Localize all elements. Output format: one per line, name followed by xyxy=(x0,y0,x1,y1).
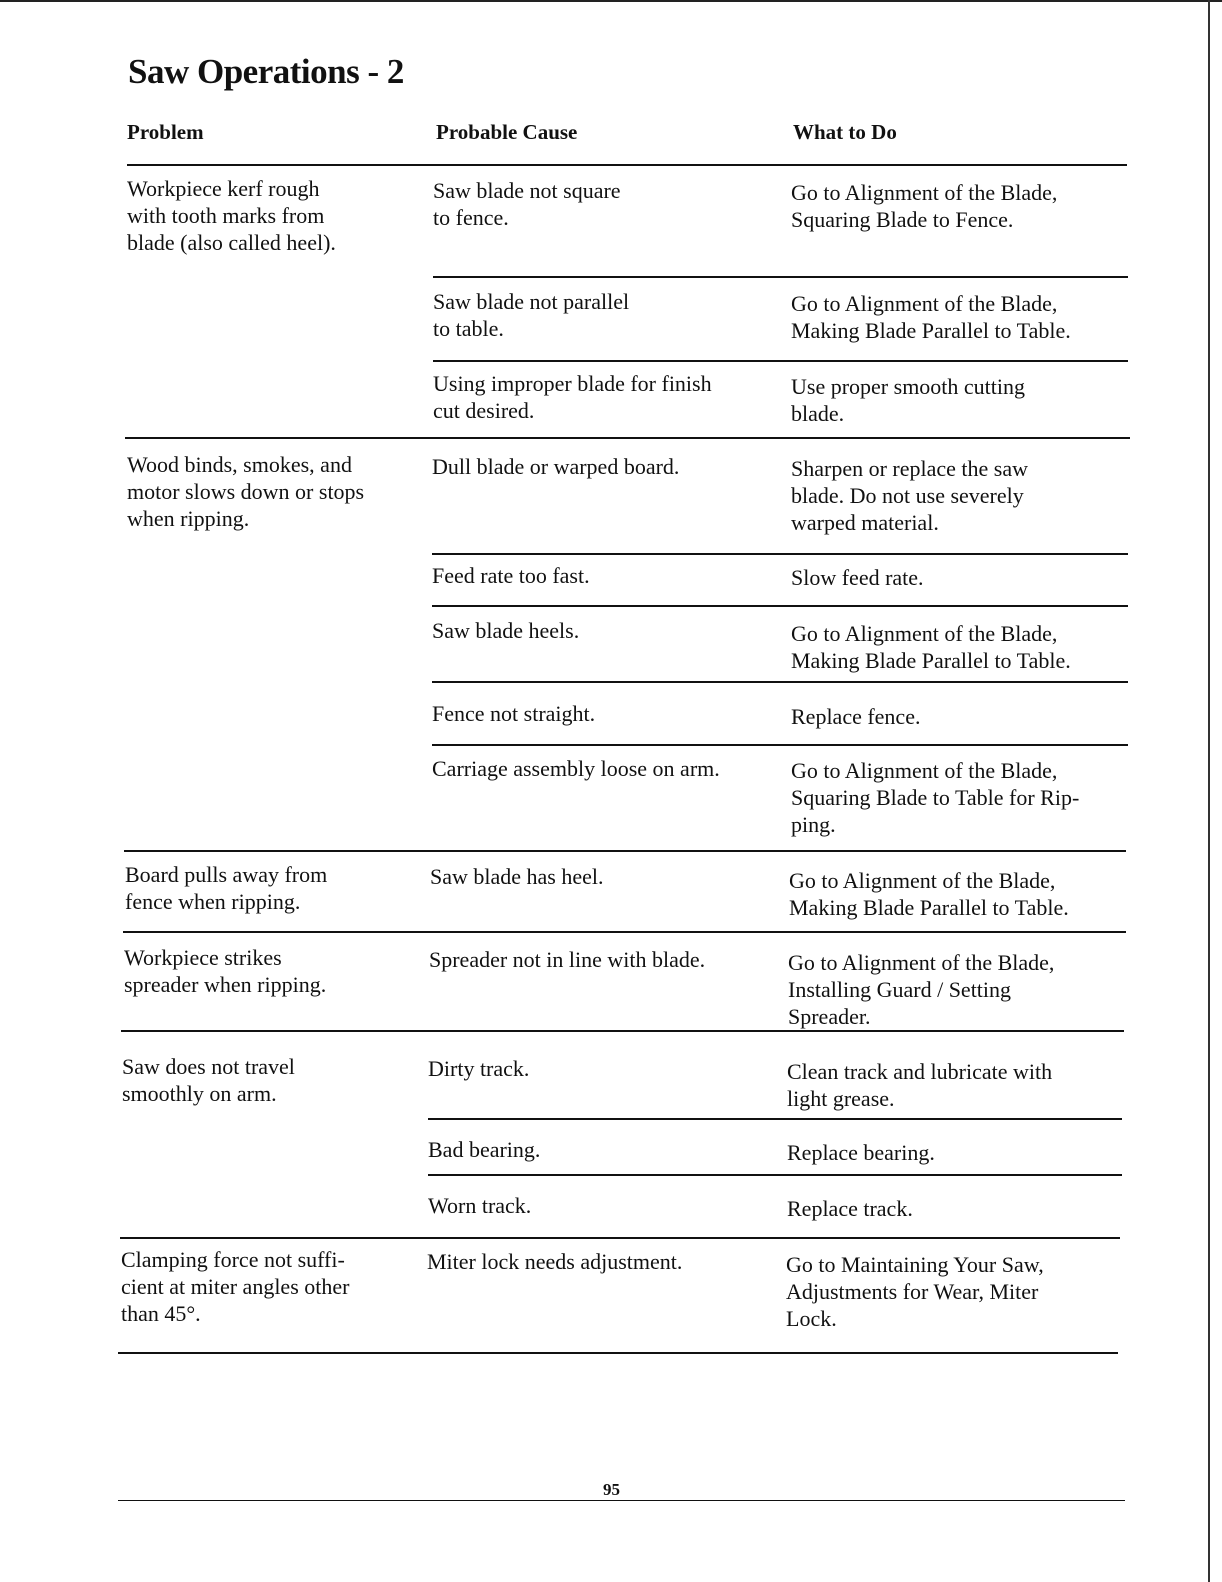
cause-cell: Saw blade has heel. xyxy=(430,864,604,889)
cause-cell: Carriage assembly loose on arm. xyxy=(432,756,720,781)
cause-cell: Worn track. xyxy=(428,1193,532,1218)
action-cell: Go to Maintaining Your Saw, Adjustments for Wear, Miter Lock. xyxy=(786,1252,1044,1331)
cause-cell: Saw blade not parallel to table. xyxy=(433,289,630,341)
row-rule xyxy=(432,681,1128,683)
action-cell: Replace bearing. xyxy=(787,1140,935,1165)
problem-cell: Wood binds, smokes, and motor slows down or stops when ripping. xyxy=(127,452,365,531)
group-rule xyxy=(121,1030,1124,1032)
cause-cell: Dirty track. xyxy=(428,1056,530,1081)
cause-cell: Saw blade not square to fence. xyxy=(433,178,621,230)
row-rule xyxy=(432,553,1128,555)
action-cell: Go to Alignment of the Blade, Installing Guard / Setting Spreader. xyxy=(788,950,1055,1029)
cause-cell: Feed rate too fast. xyxy=(432,563,590,588)
scan-edge-right xyxy=(1208,0,1210,1582)
scan-edge-top xyxy=(0,0,1222,2)
cause-cell: Using improper blade for finish cut desired. xyxy=(433,371,712,423)
action-cell: Clean track and lubricate with light grease. xyxy=(787,1059,1053,1111)
problem-cell: Workpiece kerf rough with tooth marks from blade (also called heel). xyxy=(127,176,336,255)
cause-cell: Saw blade heels. xyxy=(432,618,580,643)
cause-cell: Bad bearing. xyxy=(428,1137,541,1162)
action-cell: Go to Alignment of the Blade, Making Blade Parallel to Table. xyxy=(791,621,1071,673)
action-cell: Go to Alignment of the Blade, Making Blade Parallel to Table. xyxy=(791,291,1071,343)
action-cell: Sharpen or replace the saw blade. Do not use severely warped material. xyxy=(791,456,1029,535)
row-rule xyxy=(433,276,1128,278)
action-cell: Go to Alignment of the Blade, Squaring Blade to Table for Rip- ping. xyxy=(791,758,1080,837)
header-probable-cause: Probable Cause xyxy=(436,120,578,144)
group-rule xyxy=(124,850,1126,852)
problem-cell: Board pulls away from fence when ripping. xyxy=(125,862,328,914)
cause-cell: Dull blade or warped board. xyxy=(432,454,680,479)
cause-cell: Spreader not in line with blade. xyxy=(429,947,706,972)
problem-cell: Workpiece strikes spreader when ripping. xyxy=(124,945,327,997)
group-rule xyxy=(123,931,1126,933)
page-number: 95 xyxy=(603,1480,620,1499)
action-cell: Replace track. xyxy=(787,1196,913,1221)
problem-cell: Clamping force not suffi- cient at miter angles other than 45°. xyxy=(121,1247,350,1326)
action-cell: Use proper smooth cutting blade. xyxy=(791,374,1026,426)
page-title: Saw Operations - 2 xyxy=(128,52,404,91)
cause-cell: Miter lock needs adjustment. xyxy=(427,1249,683,1274)
header-what-to-do: What to Do xyxy=(793,120,897,144)
header-rule xyxy=(127,164,1127,166)
table-bottom-rule xyxy=(118,1352,1118,1354)
action-cell: Slow feed rate. xyxy=(791,565,924,590)
problem-cell: Saw does not travel smoothly on arm. xyxy=(122,1054,295,1106)
row-rule xyxy=(432,744,1128,746)
row-rule xyxy=(428,1118,1122,1120)
row-rule xyxy=(432,605,1128,607)
action-cell: Go to Alignment of the Blade, Making Blade Parallel to Table. xyxy=(789,868,1069,920)
row-rule xyxy=(428,1174,1122,1176)
group-rule xyxy=(125,437,1130,439)
row-rule xyxy=(433,360,1128,362)
action-cell: Replace fence. xyxy=(791,704,921,729)
action-cell: Go to Alignment of the Blade, Squaring Blade to Fence. xyxy=(791,180,1058,232)
group-rule xyxy=(120,1237,1120,1239)
cause-cell: Fence not straight. xyxy=(432,701,596,726)
footer-rule xyxy=(118,1500,1125,1501)
header-problem: Problem xyxy=(127,120,204,144)
